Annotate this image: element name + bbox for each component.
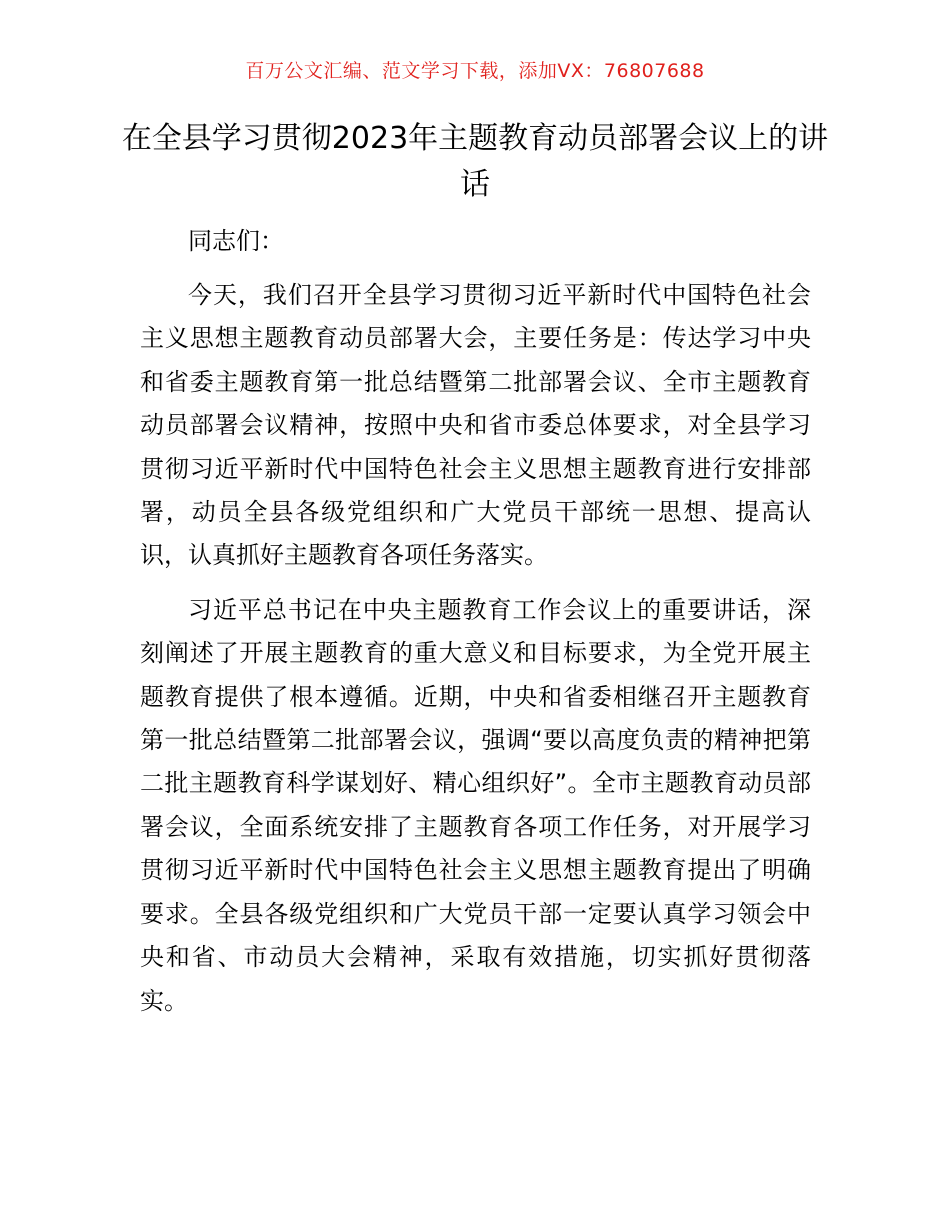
document-body: [140, 219, 811, 1034]
paragraph-1: 今天，我们召开全县学习贯彻习近平新时代中国特色社会主义思想主题教育动员部署大会，主要任务是：传达学习中央和省委主题教育第一批总结暨第二批部署会议、全市主题教育动员部署会议精神，按照中央和省市委总体要求，对全县学习贯彻习近平新时代中国特色社会主义思想主题教育进行安排部署，动员全县各级党组织和广大党员干部统一思想、提高认识，认真抓好主题教育各项任务落实。: [140, 281, 811, 570]
document-title: 在全县学习贯彻2023年主题教育动员部署会议上的讲话: [121, 121, 829, 202]
paragraph-2: 习近平总书记在中央主题教育工作会议上的重要讲话，深刻阐述了开展主题教育的重大意义和目标要求，为全党开展主题教育提供了根本遵循。近期，中央和省委相继召开主题教育第一批总结暨第二批部署会议，强调“要以高度负责的精神把第二批主题教育科学谋划好、精心组织好”。全市主题教育动员部署会议，全面系统安排了主题教育各项工作任务，对开展学习贯彻习近平新时代中国特色社会主义思想主题教育提出了明确要求。全县各级党组织和广大党员干部一定要认真学习领会中央和省、市动员大会精神，采取有效措施，切实抓好贯彻落实。: [140, 595, 811, 1015]
watermark-banner: 百万公文汇编、范文学习下载，添加VX：76807688: [245, 60, 705, 82]
greeting: 同志们：: [188, 227, 284, 255]
